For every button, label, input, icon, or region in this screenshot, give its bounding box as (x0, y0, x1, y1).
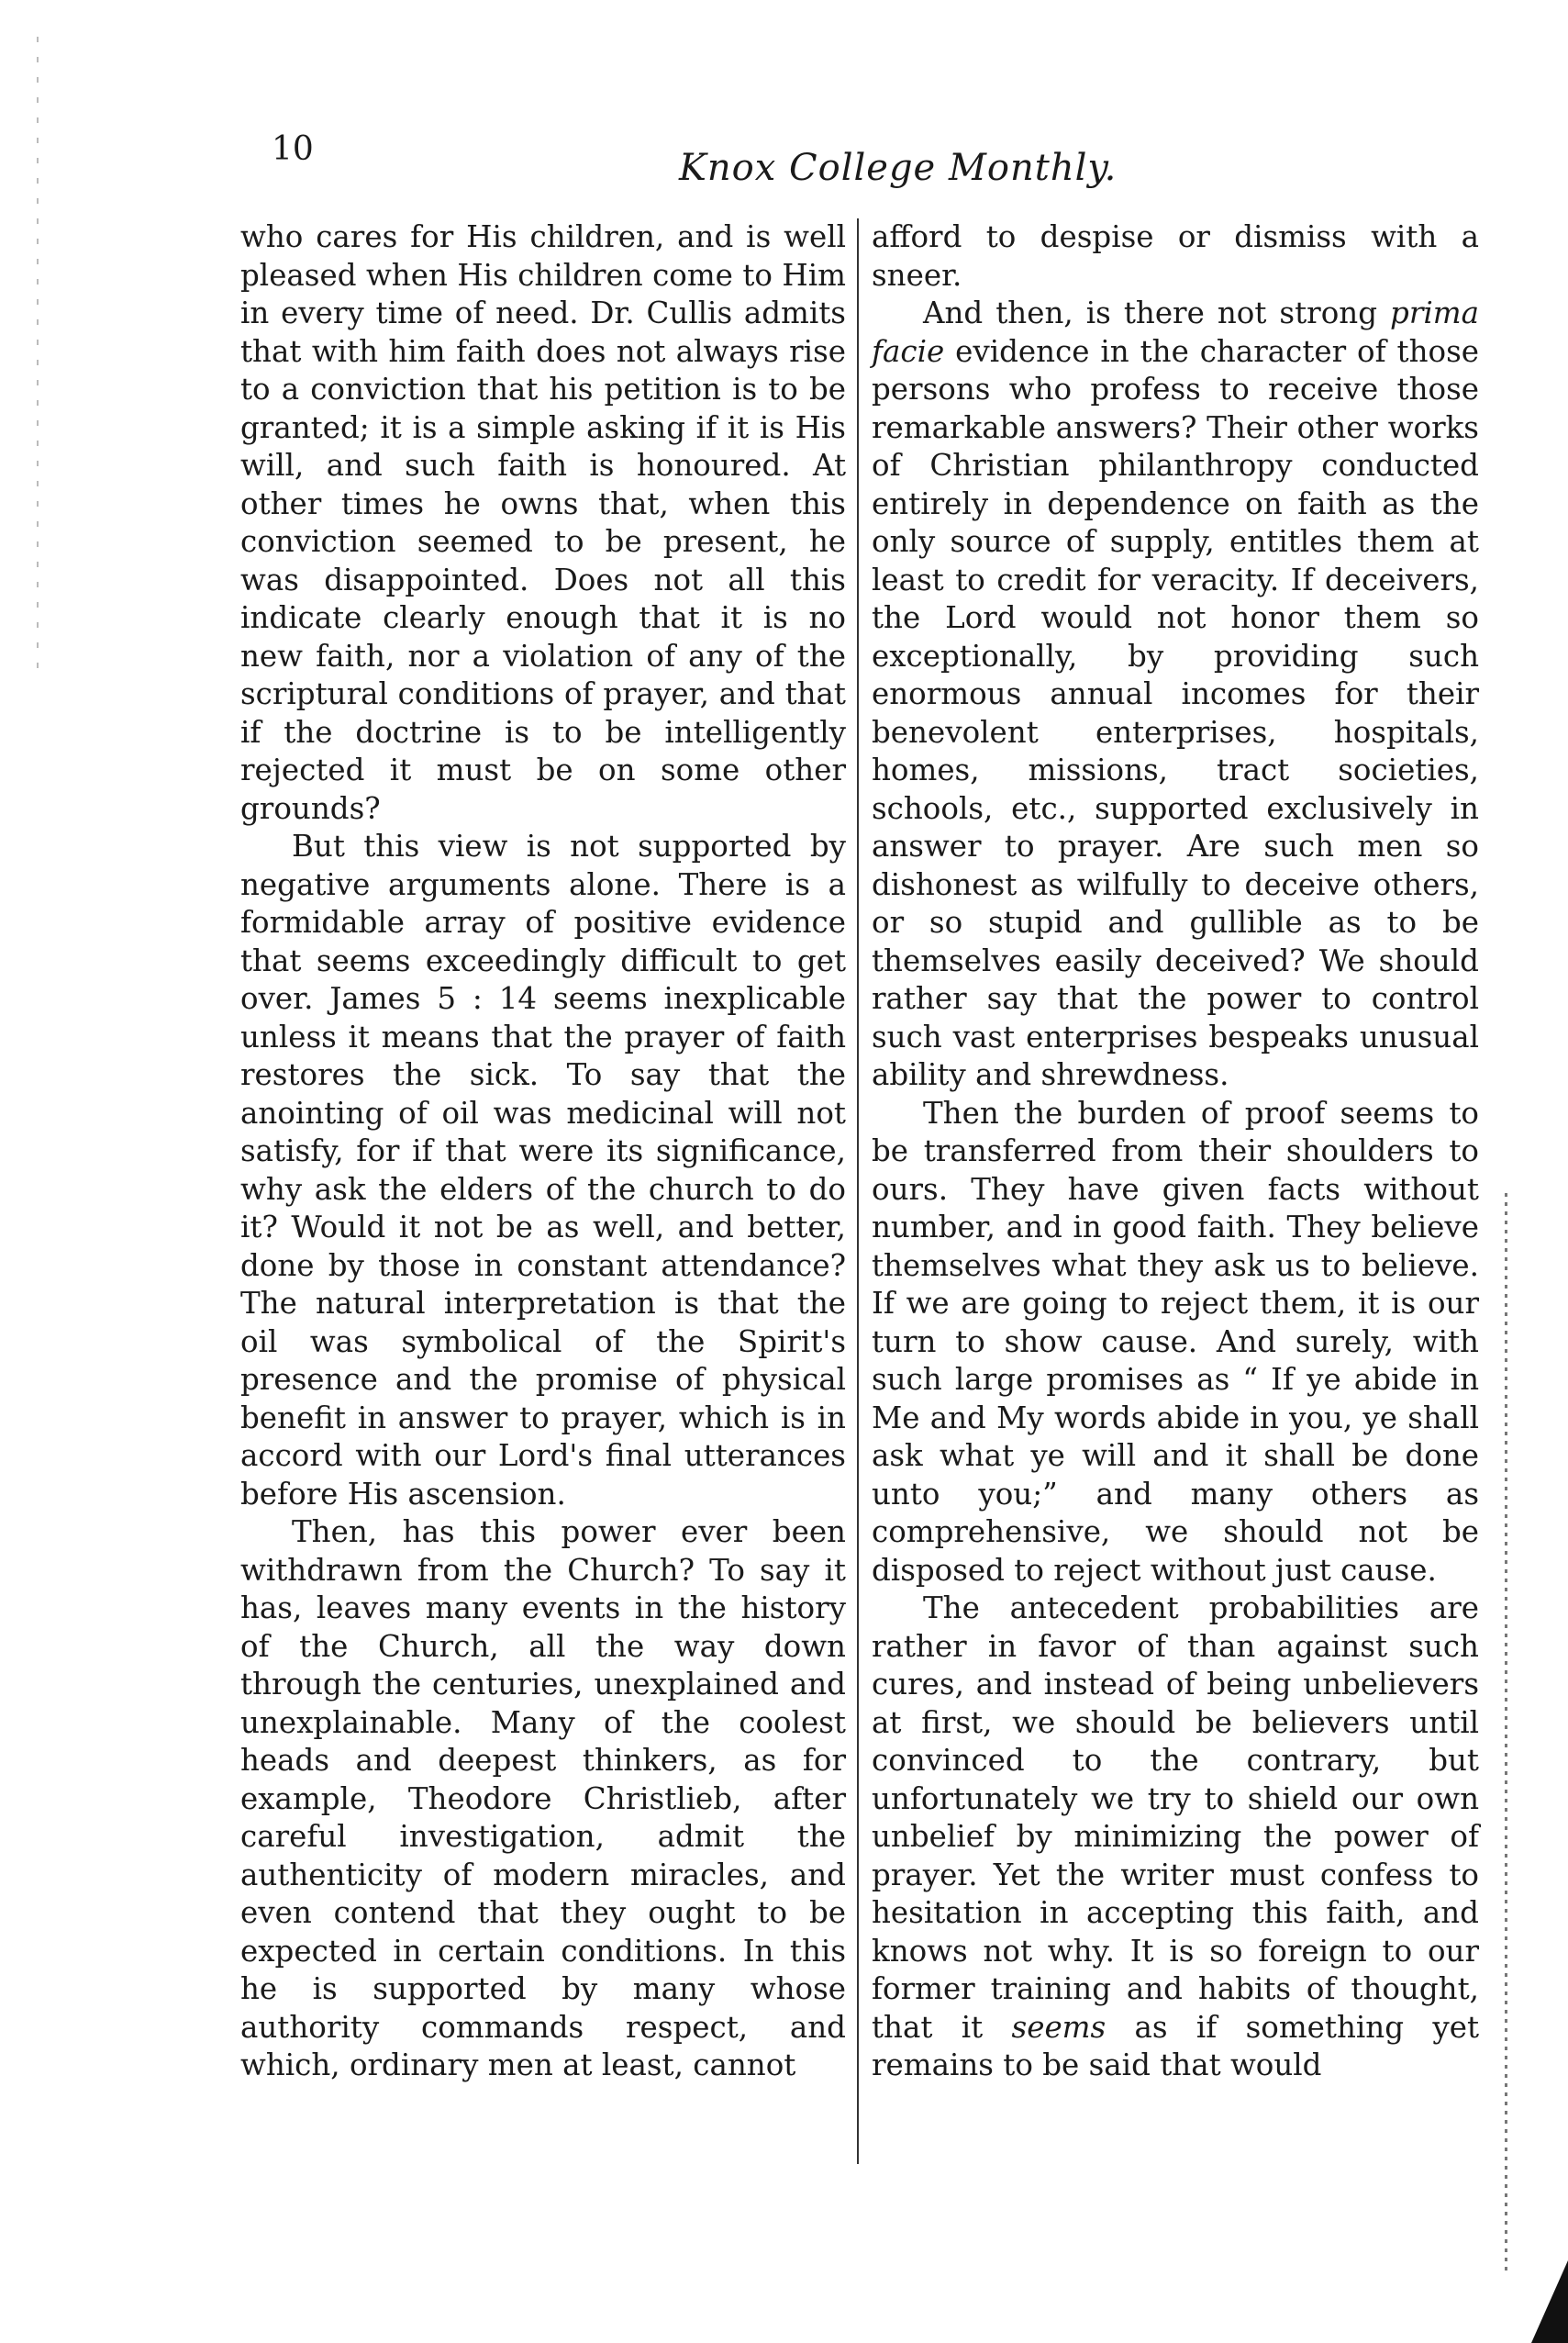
left-paragraph-1: who cares for His children, and is well pleased when His children come to Him in every time of need. Dr. Cullis admits that with him faith does not always rise to a conviction that his petition is to be granted; it is a simple asking if it is His will, and such faith is honoured. At other times he owns that, when this conviction seemed to be present, he was disappointed. Does not all this indicate clearly enough that it is no new faith, nor a violation of any of the scriptural conditions of prayer, and that if the doctrine is to be intelligently rejected it must be on some other grounds? (240, 219, 846, 826)
right-paragraph-4-rest: as if something yet remains to be said that would (872, 2009, 1480, 2082)
running-title: Knox College Monthly. (679, 147, 1118, 189)
page-number: 10 (272, 130, 314, 168)
left-column (240, 218, 846, 2085)
right-paragraph-2-lead: And then, is there not strong (923, 296, 1378, 330)
scan-margin-artifact (37, 37, 39, 679)
right-paragraph-4-italic: seems (1011, 2009, 1106, 2045)
column-divider (857, 218, 859, 2164)
right-paragraph-2 (872, 295, 1479, 1095)
right-column (872, 218, 1479, 2085)
right-paragraph-1: afford to despise or dismiss with a sneer. (872, 219, 1479, 293)
right-paragraph-2-italic: prima facie (872, 296, 1479, 369)
right-paragraph-4 (872, 1590, 1479, 2085)
scan-edge-artifact (1505, 1193, 1507, 2276)
left-paragraph-3: Then, has this power ever been withdrawn from the Church? To say it has, leaves many events in the history of the Church, all the way down through the centuries, unexplained and unexplainable. Many of the coolest heads and deepest thinkers, as for example, Theodore Christlieb, after careful investigation, admit the authenticity of modern miracles, and even contend that they ought to be expected in certain conditions. In this he is supported by many whose authority commands respect, and which, ordinary men at least, cannot (240, 1514, 846, 2082)
right-paragraph-3: Then the burden of proof seems to be transferred from their shoulders to ours. They have given facts without number, and in good faith. They believe themselves what they ask us to believe. If we are going to reject them, it is our turn to show cause. And surely, with such large promises as “ If ye abide in Me and My words abide in you, ye shall ask what ye will and it shall be done unto you;” and many others as comprehensive, we should not be disposed to reject without just cause. (872, 1095, 1479, 1588)
right-paragraph-4-lead: The antecedent probabilities are rather in favor of than against such cures, and instead of being unbelievers at first, we should be believers until convinced to the contrary, but unfortunately we try to shield our own unbelief by minimizing the power of prayer. Yet the writer must confess to hesitation in accepting this faith, and knows not why. It is so foreign to our former training and habits of thought, that it (872, 1590, 1479, 2045)
page-corner-mark (1531, 2260, 1568, 2343)
left-paragraph-2: But this view is not supported by negative arguments alone. There is a formidable array of positive evidence that seems exceedingly difficult to get over. James 5 : 14 seems inexplicable unless it means that the prayer of faith restores the sick. To say that the anointing of oil was medicinal will not satisfy, for if that were its significance, why ask the elders of the church to do it? Would it not be as well, and better, done by those in constant attendance? The natural interpretation is that the oil was symbolical of the Spirit's presence and the promise of physical benefit in answer to prayer, which is in accord with our Lord's final utterances before His ascension. (240, 829, 846, 1512)
right-paragraph-2-rest: evidence in the character of those persons who profess to receive those remarkable answers? Their other works of Christian philanthropy conducted entirely in dependence on faith as the only source of supply, entitles them at least to credit for veracity. If deceivers, the Lord would not honor them so exceptionally, by providing such enormous annual incomes for their benevolent enterprises, hospitals, homes, missions, tract societies, schools, etc., supported exclusively in answer to prayer. Are such men so dishonest as wilfully to deceive others, or so stupid and gullible as to be themselves easily deceived? We should rather say that the power to control such vast enterprises bespeaks unusual ability and shrewdness. (872, 333, 1479, 1092)
